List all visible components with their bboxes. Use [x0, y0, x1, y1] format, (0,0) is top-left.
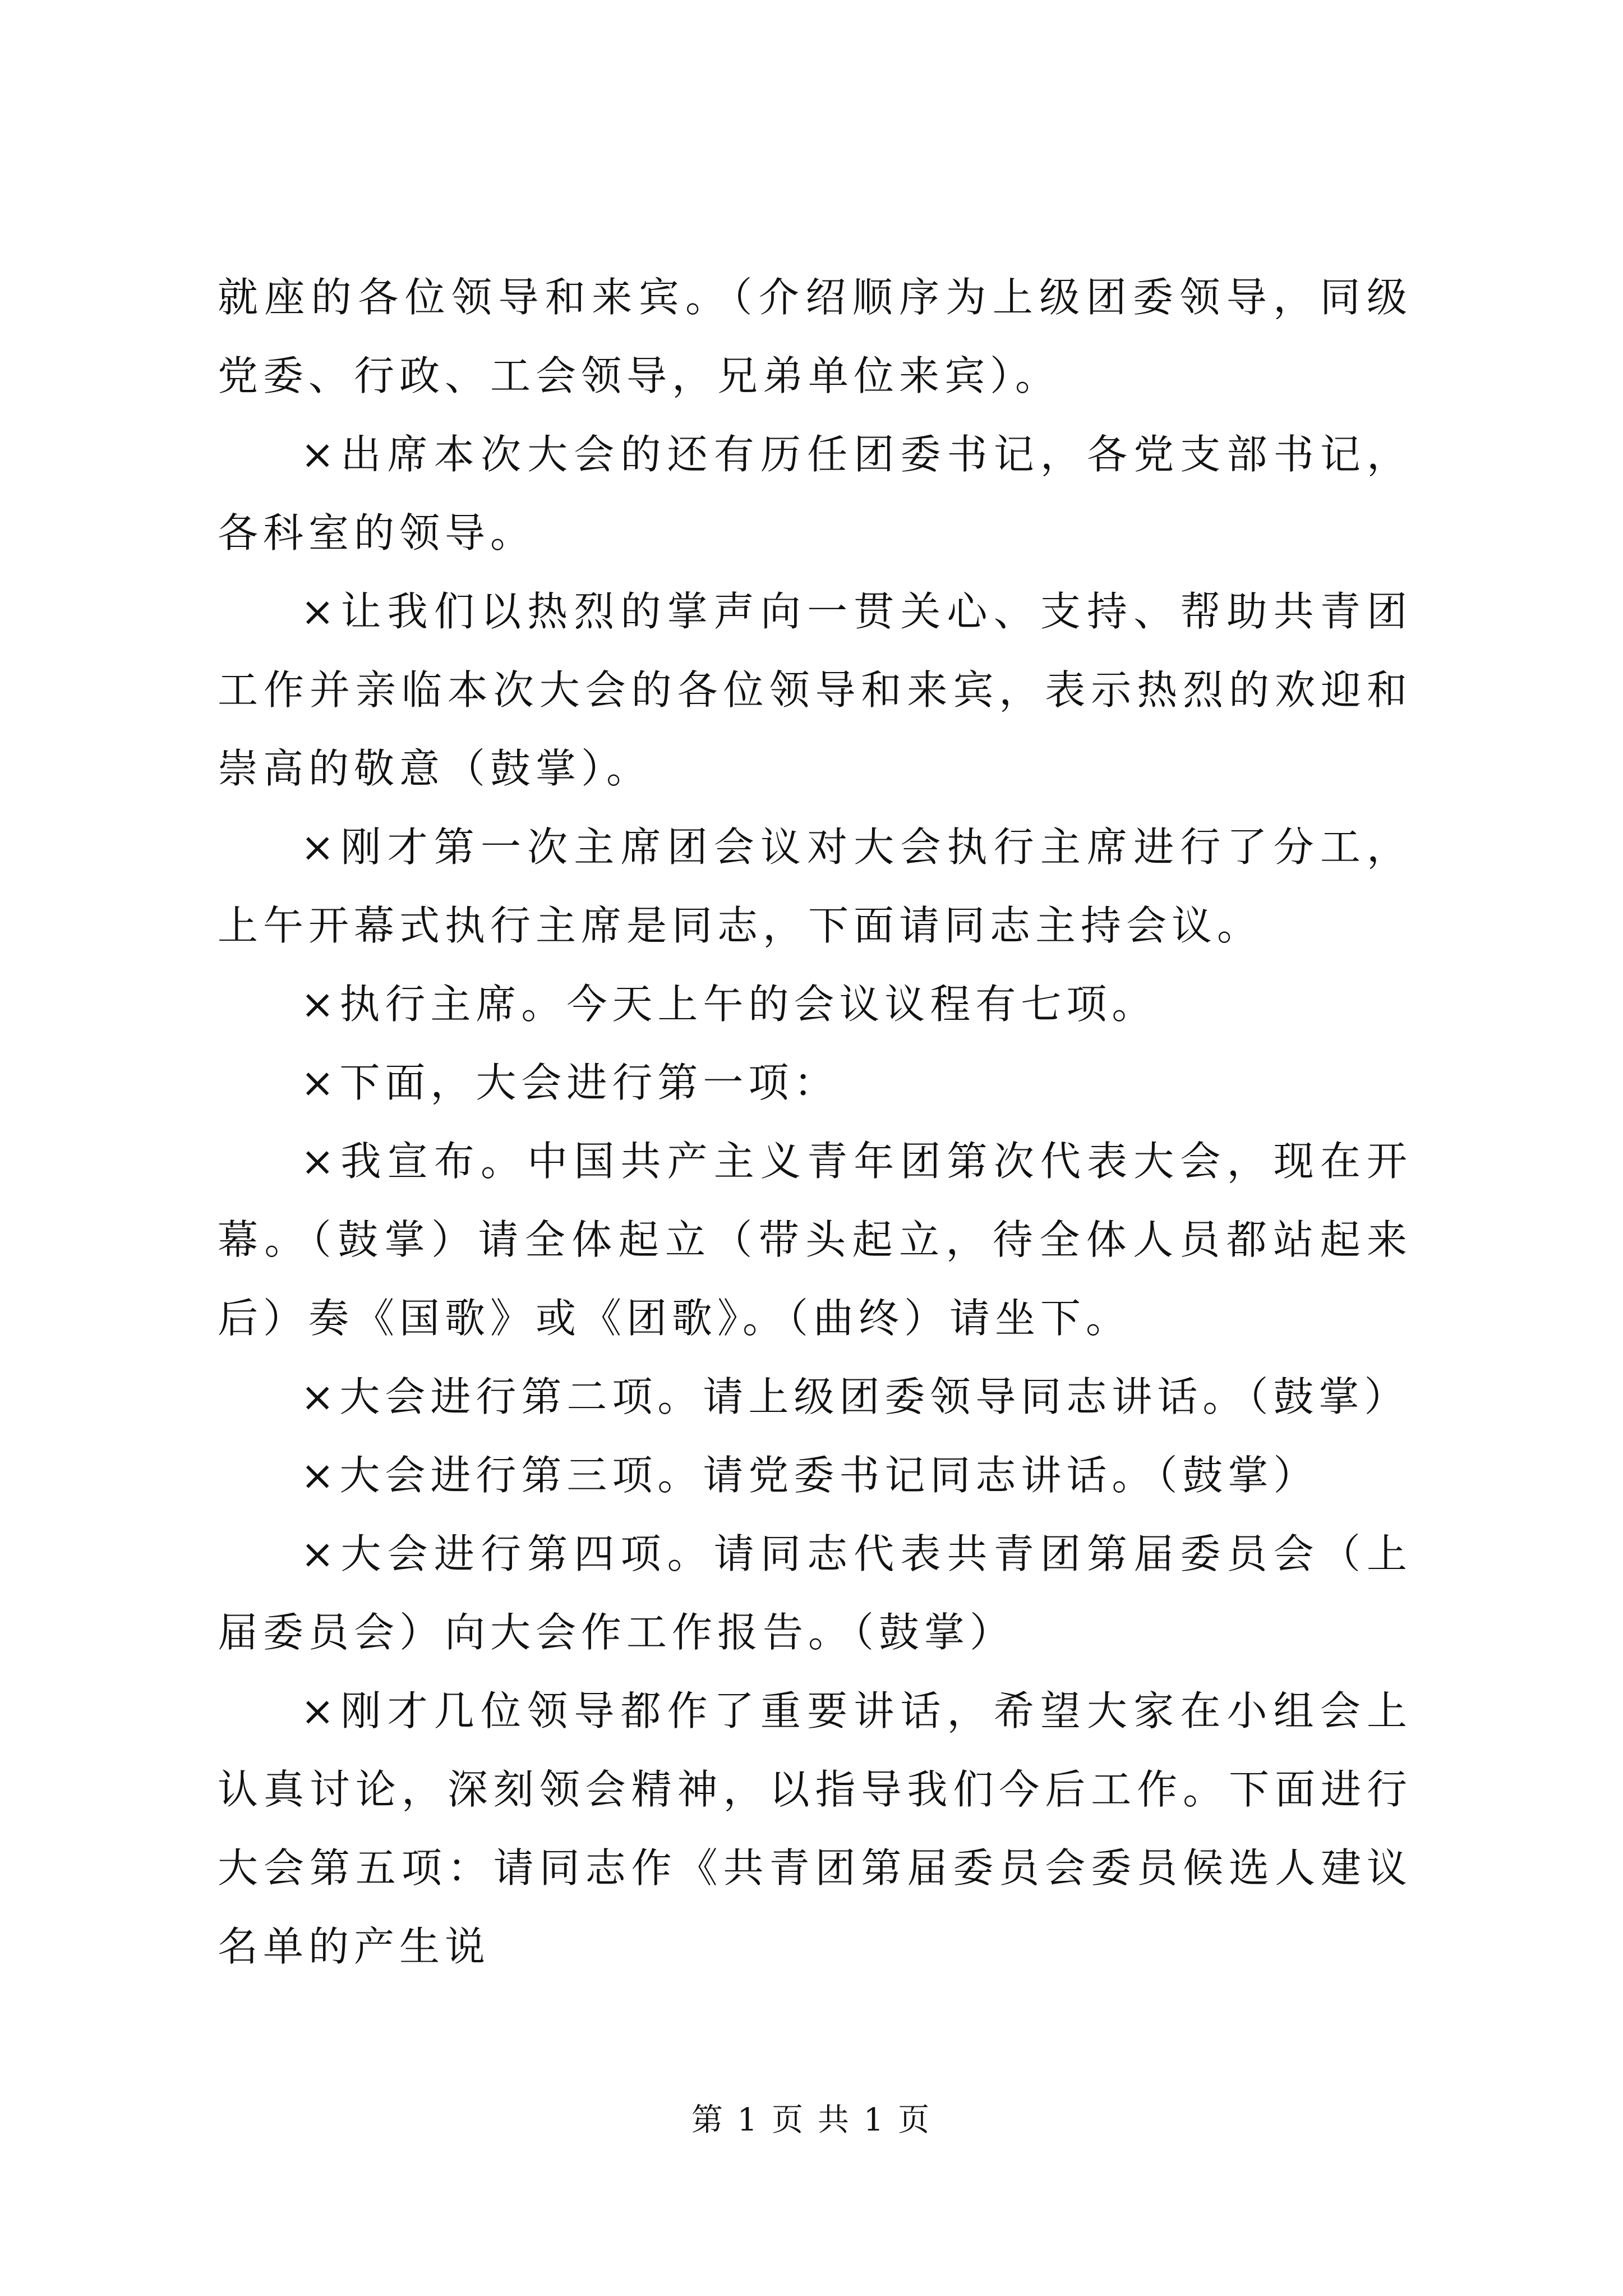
paragraph-item-one-intro: ×下面，大会进行第一项：	[301, 1059, 840, 1106]
paragraph-agenda-overview: ×执行主席。今天上午的会议议程有七项。	[301, 981, 1158, 1028]
paragraph-opening-declaration: ×我宣布。中国共产主义青年团第次代表大会，现在开幕。（鼓掌）请全体起立（带头起立，待全体人员都站起来后）奏《国歌》或《团歌》。（曲终）请坐下。	[218, 1138, 1412, 1342]
page-number-label: 第 1 页 共 1 页	[691, 2102, 932, 2138]
paragraph-intro-continuation: 就座的各位领导和来宾。（介绍顺序为上级团委领导，同级党委、行政、工会领导，兄弟单位来宾）。	[218, 274, 1412, 399]
paragraph-item-four: ×大会进行第四项。请同志代表共青团第届委员会（上届委员会）向大会作工作报告。（鼓掌）	[218, 1530, 1412, 1656]
paragraph-attendees: ×出席本次大会的还有历任团委书记，各党支部书记，各科室的领导。	[218, 431, 1412, 556]
paragraph-item-five: ×刚才几位领导都作了重要讲话，希望大家在小组会上认真讨论，深刻领会精神，以指导我们今后工作。下面进行大会第五项：请同志作《共青团第届委员会委员候选人建议名单的产生说	[218, 1687, 1412, 1970]
page-footer	[0, 2098, 1623, 2143]
paragraph-chair-assignment: ×刚才第一次主席团会议对大会执行主席进行了分工，上午开幕式执行主席是同志，下面请同志主持会议。	[218, 823, 1412, 949]
document-body	[218, 258, 1412, 1986]
paragraph-welcome-applause: ×让我们以热烈的掌声向一贯关心、支持、帮助共青团工作并亲临本次大会的各位领导和来宾，表示热烈的欢迎和崇高的敬意（鼓掌）。	[218, 588, 1412, 792]
paragraph-item-two: ×大会进行第二项。请上级团委领导同志讲话。（鼓掌）	[301, 1373, 1410, 1420]
paragraph-item-three: ×大会进行第三项。请党委书记同志讲话。（鼓掌）	[301, 1452, 1319, 1499]
